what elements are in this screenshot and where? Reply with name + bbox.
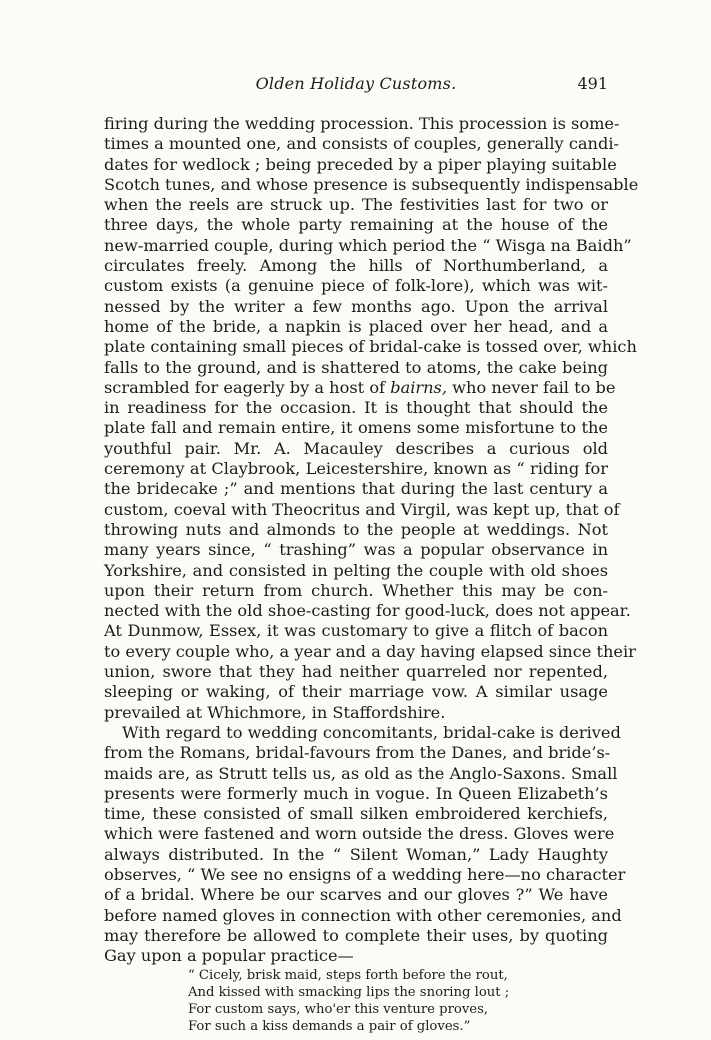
text-line: ceremony at Claybrook, Leicestershire, known as “ riding for — [104, 459, 608, 479]
text-line: maids are, as Strutt tells us, as old as the Anglo-Saxons. Small — [104, 763, 618, 783]
text-line: always distributed. In the “ Silent Woman,” Lady Haughty — [104, 844, 608, 864]
text-fragment: scrambled for eagerly by a host of — [104, 377, 391, 397]
verse-line: For such a kiss demands a pair of gloves.” — [188, 1018, 471, 1034]
text-line: in readiness for the occasion. It is thought that should the — [104, 398, 608, 418]
text-line: plate containing small pieces of bridal-cake is tossed over, which — [104, 337, 637, 357]
text-line: time, these consisted of small silken embroidered kerchiefs, — [104, 804, 608, 824]
text-line: the bridecake ;” and mentions that during the last century a — [104, 479, 608, 499]
text-line: observes, “ We see no ensigns of a wedding here—no character — [104, 864, 626, 884]
text-line: throwing nuts and almonds to the people at weddings. Not — [104, 519, 608, 539]
text-line: sleeping or waking, of their marriage vow. A similar usage — [104, 682, 608, 702]
verse-line: For custom says, who'er this venture proves, — [188, 1002, 489, 1018]
text-line: circulates freely. Among the hills of Northumberland, a — [104, 256, 608, 276]
text-line: presents were formerly much in vogue. In Queen Elizabeth’s — [104, 783, 608, 803]
text-line: three days, the whole party remaining at the house of the — [104, 215, 608, 235]
text-line: firing during the wedding procession. This procession is some- — [104, 114, 620, 133]
text-line: upon their return from church. Whether this may be con- — [104, 580, 608, 600]
text-line: may therefore be allowed to complete their uses, by quoting — [104, 925, 608, 945]
text-line: from the Romans, bridal-favours from the Danes, and bride’s- — [104, 743, 611, 763]
page-number: 491 — [577, 74, 608, 93]
text-line: At Dunmow, Essex, it was customary to give a flitch of bacon — [104, 621, 608, 641]
text-line: dates for wedlock ; being preceded by a piper playing suitable — [104, 154, 617, 174]
text-line: nessed by the writer a few months ago. Upon the arrival — [104, 296, 608, 316]
verse-line: “ Cicely, brisk maid, steps forth before the rout, — [188, 968, 508, 984]
text-line: nected with the old shoe-casting for good-luck, does not appear. — [104, 601, 631, 621]
paragraph-wedding-customs — [104, 114, 639, 723]
text-line: to every couple who, a year and a day having elapsed since their — [104, 641, 636, 661]
paragraph-wedding-concomitants — [104, 722, 626, 967]
text-line: Gay upon a popular practice— — [104, 946, 354, 966]
text-line: new-married couple, during which period the “ Wisga na Baidh” — [104, 235, 632, 255]
text-line: union, swore that they had neither quarreled nor repented, — [104, 662, 608, 682]
text-line: of a bridal. Where be our scarves and our gloves ?” We have — [104, 885, 608, 905]
text-line: times a mounted one, and consists of couples, generally candi- — [104, 134, 619, 154]
text-line: many years since, “ trashing” was a popular observance in — [104, 540, 608, 560]
text-line: which were fastened and worn outside the dress. Gloves were — [104, 824, 615, 844]
running-head — [104, 74, 608, 100]
text-line-bairns — [104, 377, 616, 398]
text-line: youthful pair. Mr. A. Macauley describes a curious old — [104, 438, 608, 458]
running-title: Olden Holiday Customs. — [255, 74, 457, 93]
text-fragment: who never fail to be — [447, 377, 616, 397]
text-line: With regard to wedding concomitants, bridal-cake is derived — [122, 722, 621, 742]
text-line: Scotch tunes, and whose presence is subsequently indispensable — [104, 174, 639, 194]
text-line: falls to the ground, and is shattered to atoms, the cake being — [104, 357, 608, 377]
book-page — [104, 74, 639, 1036]
text-line: before named gloves in connection with other ceremonies, and — [104, 905, 622, 925]
text-line: Yorkshire, and consisted in pelting the couple with old shoes — [104, 560, 608, 580]
italic-word-bairns: bairns, — [390, 377, 448, 397]
text-line: prevailed at Whichmore, in Staffordshire. — [104, 702, 446, 722]
quoted-verse — [188, 968, 608, 1035]
text-line: home of the bride, a napkin is placed over her head, and a — [104, 316, 608, 336]
verse-line: And kissed with smacking lips the snoring lout ; — [188, 985, 510, 1001]
text-line: plate fall and remain entire, it omens some misfortune to the — [104, 418, 608, 438]
text-line: when the reels are struck up. The festivities last for two or — [104, 195, 608, 215]
text-line: custom exists (a genuine piece of folk-lore), which was wit- — [104, 276, 608, 296]
text-line: custom, coeval with Theocritus and Virgil, was kept up, that of — [104, 499, 620, 519]
